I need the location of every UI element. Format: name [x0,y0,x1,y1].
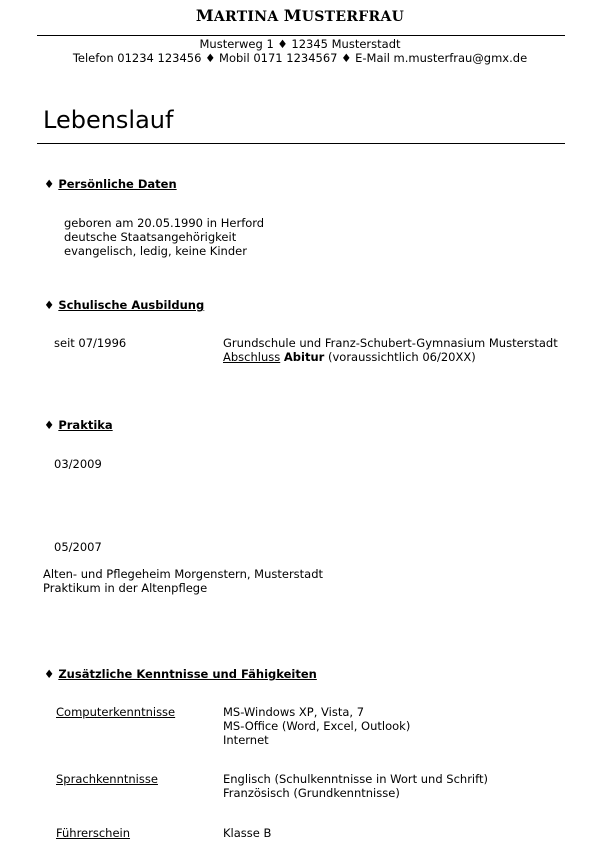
title-divider [37,143,565,144]
section-heading-school: ♦ Schulische Ausbildung [44,298,205,312]
bullet-icon: ♦ [44,177,55,191]
skills-license-label: Führerschein [56,826,131,840]
bullet-icon: ♦ [44,298,55,312]
applicant-name: MARTINA MUSTERFRAU [195,6,405,25]
internship-date-1: 03/2009 [54,457,102,471]
bullet-icon: ♦ [44,418,55,432]
skills-computer-3: Internet [223,733,269,747]
internship-date-2: 05/2007 [54,540,102,554]
bullet-icon: ♦ [44,667,55,681]
school-degree: Abschluss Abitur (voraussichtlich 06/20XX) [223,350,476,364]
skills-license-value: Klasse B [223,826,272,840]
page-title: Lebenslauf [43,106,174,134]
personal-nationality: deutsche Staatsangehörigkeit [64,230,237,244]
personal-birth: geboren am 20.05.1990 in Herford [64,216,265,230]
skills-computer-1: MS-Windows XP, Vista, 7 [223,705,365,719]
skills-language-1: Englisch (Schulkenntnisse in Wort und Schrift) [223,772,488,786]
internship-place: Alten- und Pflegeheim Morgenstern, Musterstadt [43,567,324,581]
address-line: Musterweg 1 ♦ 12345 Musterstadt [199,37,401,51]
skills-computer-2: MS-Office (Word, Excel, Outlook) [223,719,411,733]
skills-language-2: Französisch (Grundkenntnisse) [223,786,400,800]
section-heading-personal: ♦ Persönliche Daten [44,177,177,191]
section-heading-skills: ♦ Zusätzliche Kenntnisse und Fähigkeiten [44,667,317,681]
personal-status: evangelisch, ledig, keine Kinder [64,244,247,258]
contact-line: Telefon 01234 123456 ♦ Mobil 0171 1234567 ♦ E-Mail m.musterfrau@gmx.de [72,51,528,65]
skills-computer-label: Computerkenntnisse [56,705,176,719]
internship-role: Praktikum in der Altenpflege [43,581,208,595]
header-divider [37,35,565,36]
section-heading-internships: ♦ Praktika [44,418,113,432]
skills-language-label: Sprachkenntnisse [56,772,158,786]
school-date: seit 07/1996 [54,336,127,350]
school-name: Grundschule und Franz-Schubert-Gymnasium Musterstadt [223,336,558,350]
